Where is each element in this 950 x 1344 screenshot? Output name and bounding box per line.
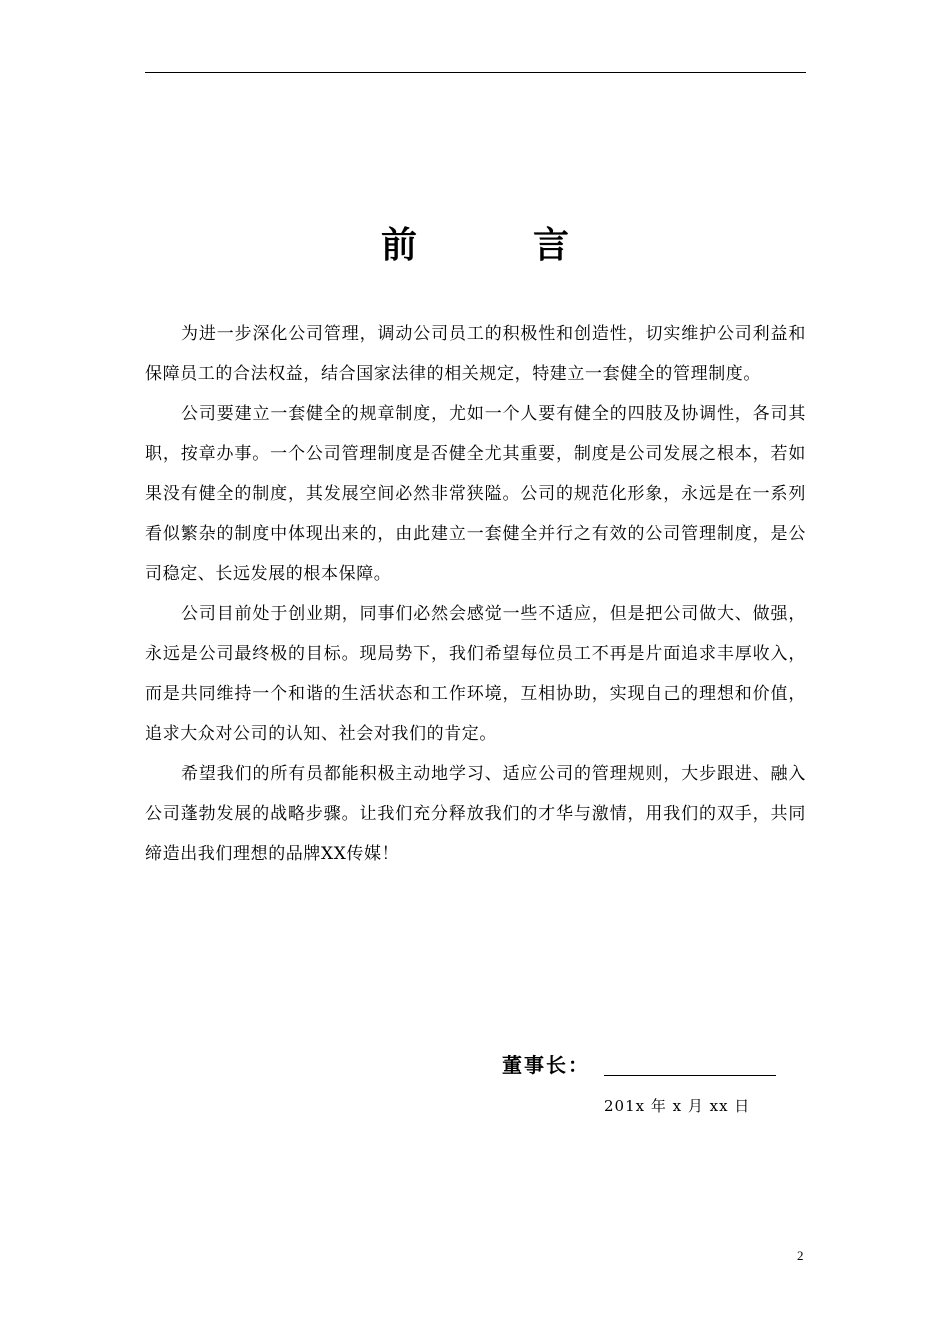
- body-text: [145, 314, 806, 874]
- paragraph-3: 公司目前处于创业期，同事们必然会感觉一些不适应，但是把公司做大、做强，永远是公司最终极的目标。现局势下，我们希望每位员工不再是片面追求丰厚收入，而是共同维持一个和谐的生活状态和工作环境，互相协助，实现自己的理想和价值，追求大众对公司的认知、社会对我们的肯定。: [145, 604, 806, 744]
- paragraph-2: 公司要建立一套健全的规章制度，尤如一个人要有健全的四肢及协调性，各司其职，按章办事。一个公司管理制度是否健全尤其重要，制度是公司发展之根本，若如果没有健全的制度，其发展空间必然非常狭隘。公司的规范化形象，永远是在一系列看似繁杂的制度中体现出来的，由此建立一套健全并行之有效的公司管理制度，是公司稳定、长远发展的根本保障。: [145, 404, 806, 584]
- signature-block: [502, 1048, 776, 1082]
- header-rule: [145, 72, 806, 73]
- page-number: 2: [797, 1248, 804, 1263]
- page-title: 前 言: [380, 224, 609, 266]
- paragraph-1: 为进一步深化公司管理，调动公司员工的积极性和创造性，切实维护公司利益和保障员工的合法权益，结合国家法律的相关规定，特建立一套健全的管理制度。: [145, 324, 806, 384]
- signature-label: 董事长：: [502, 1053, 590, 1077]
- paragraph-4: 希望我们的所有员都能积极主动地学习、适应公司的管理规则，大步跟进、融入公司蓬勃发展的战略步骤。让我们充分释放我们的才华与激情，用我们的双手，共同缔造出我们理想的品牌XX传媒！: [145, 764, 806, 864]
- signature-blank-line: [604, 1075, 776, 1076]
- signature-date: 201x 年 x 月 xx 日: [604, 1097, 751, 1115]
